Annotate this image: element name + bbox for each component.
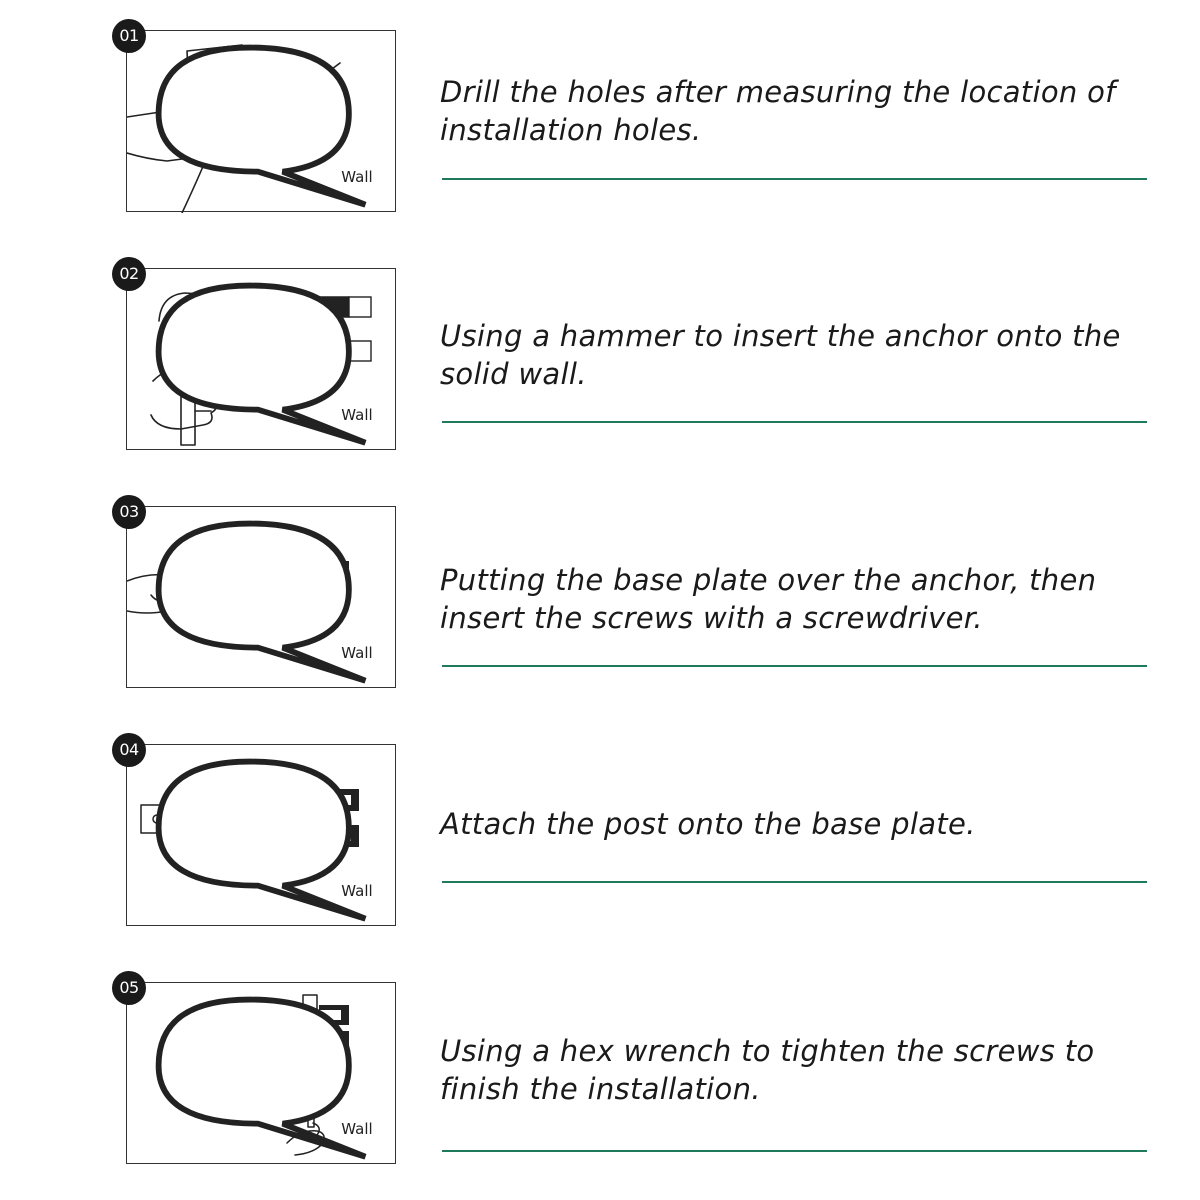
divider-line [442,178,1147,180]
wall-label: Wall [341,1120,373,1138]
divider-line [442,881,1147,883]
step-4 [0,714,1200,954]
step-instruction: Drill the holes after measuring the location of installation holes. [440,75,1116,147]
step-number-badge: 01 [112,19,146,53]
wall-label: Wall [341,644,373,662]
divider-line [442,665,1147,667]
step-illustration [126,744,396,926]
step-instruction: Attach the post onto the base plate. [440,807,976,841]
step-instruction: Using a hammer to insert the anchor onto the solid wall. [440,319,1121,391]
wall-label: Wall [341,168,373,186]
divider-line [442,1150,1147,1152]
step-number-badge: 04 [112,733,146,767]
wall-label: Wall [341,882,373,900]
step-number-badge: 02 [112,257,146,291]
step-illustration [126,268,396,450]
step-number-badge: 03 [112,495,146,529]
step-illustration [126,30,396,212]
step-3 [0,476,1200,716]
step-illustration [126,506,396,688]
divider-line [442,421,1147,423]
step-1 [0,0,1200,240]
step-5 [0,952,1200,1192]
step-illustration [126,982,396,1164]
wall-label: Wall [341,406,373,424]
step-instruction: Using a hex wrench to tighten the screws to finish the installation. [440,1034,1095,1106]
step-instruction: Putting the base plate over the anchor, then insert the screws with a screwdriver. [440,563,1097,635]
step-2 [0,238,1200,478]
step-number-badge: 05 [112,971,146,1005]
